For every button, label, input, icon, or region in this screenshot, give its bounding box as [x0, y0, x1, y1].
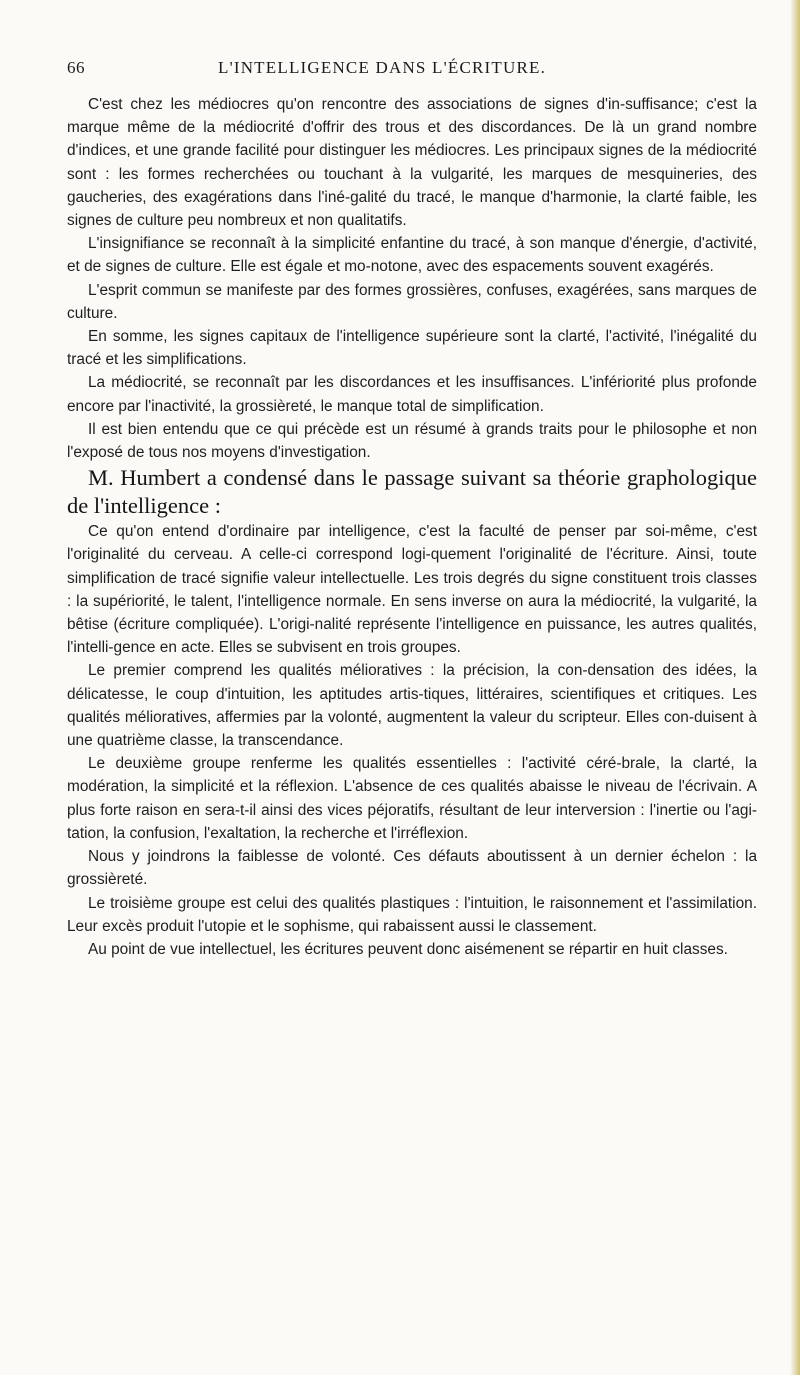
- page-edge-shadow: [790, 0, 800, 1375]
- paragraph: L'esprit commun se manifeste par des formes grossières, confuses, exagérées, sans marques de culture.: [67, 281, 757, 322]
- paragraph: Il est bien entendu que ce qui précède est un résumé à grands traits pour le philosophe et non l'exposé de tous nos moyens d'investigation.: [67, 420, 757, 462]
- page-number: 66: [67, 58, 85, 77]
- paragraph: Le deuxième groupe renferme les qualités essentielles : l'activité céré-brale, la clarté, la modération, la simplicité et la réflexion. L'absence de ces qualités abaisse le niveau de l'écrivain. A plus forte raison en sera-t-il ainsi des vices péjoratifs, résultant de leur interversion : l'inertie ou l'agi-tation, la confusion, l'exaltation, la recherche et l'irréflexion.: [67, 755, 757, 842]
- paragraph: Le troisième groupe est celui des qualités plastiques : l'intuition, le raisonnement et l'assimilation. Leur excès produit l'utopie et le sophisme, qui rabaissent aussi le classement.: [67, 894, 757, 935]
- paragraph: C'est chez les médiocres qu'on rencontre des associations de signes d'in-suffisance; c'est la marque même de la médiocrité d'offrir des trous et des discordances. De là un grand nombre d'indices, et une grande facilité pour distinguer les médiocres. Les principaux signes de la médiocrité sont : les formes recherchées ou touchant à la vulgarité, les marques de mesquineries, des gaucheries, des exagérations dans l'iné-galité du tracé, le manque d'harmonie, la clarté faible, les signes de culture peu nombreux et non qualitatifs.: [67, 96, 757, 230]
- paragraph: La médiocrité, se reconnaît par les discordances et les insuffisances. L'infériorité plus profonde encore par l'inactivité, la grossièreté, le manque total de simplification.: [67, 374, 757, 415]
- paragraph: Ce qu'on entend d'ordinaire par intelligence, c'est la faculté de penser par soi-même, c'est l'originalité du cerveau. A celle-ci correspond logi-quement l'originalité de l'écriture. Ainsi, toute simplification de tracé signifie valeur intellectuelle. Les trois degrés du signe constituent trois classes : la supériorité, le talent, l'intelligence normale. En sens inverse on aura la médiocrité, la vulgarité, la bêtise (écriture compliquée). L'origi-nalité représente l'intelligence en puissance, les autres qualités, l'intelli-gence en acte. Elles se subvisent en trois groupes.: [67, 523, 757, 657]
- paragraph: En somme, les signes capitaux de l'intelligence supérieure sont la clarté, l'activité, l'inégalité du tracé et les simplifications.: [67, 328, 757, 369]
- paragraph: Au point de vue intellectuel, les écritures peuvent donc aisémenent se répartir en huit classes.: [88, 940, 728, 958]
- page-header: [52, 58, 740, 82]
- body-text: [67, 93, 757, 961]
- paragraph: L'insignifiance se reconnaît à la simplicité enfantine du tracé, à son manque d'énergie, d'activité, et de signes de culture. Elle est égale et mo-notone, avec des espacements souvent exagérés.: [67, 235, 757, 276]
- running-title: L'INTELLIGENCE DANS L'ÉCRITURE.: [218, 58, 547, 77]
- paragraph: Nous y joindrons la faiblesse de volonté. Ces défauts aboutissent à un dernier échelon : la grossièreté.: [67, 848, 757, 889]
- section-heading: M. Humbert a condensé dans le passage suivant sa théorie graphologique de l'intelligence :: [67, 465, 757, 519]
- paragraph: Le premier comprend les qualités mélioratives : la précision, la con-densation des idées, la délicatesse, le coup d'intuition, les aptitudes artis-tiques, littéraires, scientifiques et critiques. Les qualités mélioratives, affermies par la volonté, augmentent la valeur du scripteur. Elles con-duisent à une quatrième classe, la transcendance.: [67, 662, 757, 750]
